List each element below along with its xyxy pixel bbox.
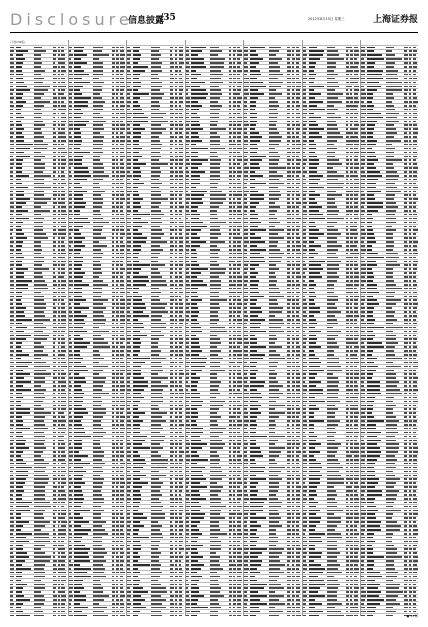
table-cell (69, 615, 73, 616)
table-column-2 (69, 40, 126, 616)
table-cell (53, 615, 56, 616)
section-title-chinese: 信息披露 (128, 16, 165, 26)
table-cell (58, 615, 60, 616)
table-cell (120, 615, 124, 616)
table-cell (175, 615, 177, 616)
table-cell (61, 615, 65, 616)
table-cell (170, 615, 174, 616)
masthead (10, 10, 418, 32)
table-cell (133, 615, 138, 616)
table-cell (10, 615, 14, 616)
issue-date: 2012年8月15日 星期三 (308, 17, 345, 21)
newspaper-name: 上海证券报 (372, 15, 418, 25)
page-marker: /35 (160, 13, 176, 23)
table-column-3 (127, 40, 184, 616)
table-cell (93, 615, 108, 616)
table-cell (112, 615, 115, 616)
table-column-4 (186, 40, 243, 616)
disclosure-table-area (10, 40, 418, 616)
table-cell (179, 615, 182, 616)
table-cell (34, 615, 43, 616)
table-row (10, 613, 67, 616)
table-cell (151, 615, 161, 616)
masthead-rule (10, 32, 418, 33)
table-cell (116, 615, 118, 616)
table-column-1 (10, 40, 67, 616)
table-row (127, 613, 184, 616)
section-title-latin: Disclosure (10, 10, 133, 29)
table-cell (74, 615, 87, 616)
table-row (69, 613, 126, 616)
table-cell (16, 615, 30, 616)
column-header: (下转C36版) (10, 41, 25, 44)
table-cell (127, 615, 130, 616)
